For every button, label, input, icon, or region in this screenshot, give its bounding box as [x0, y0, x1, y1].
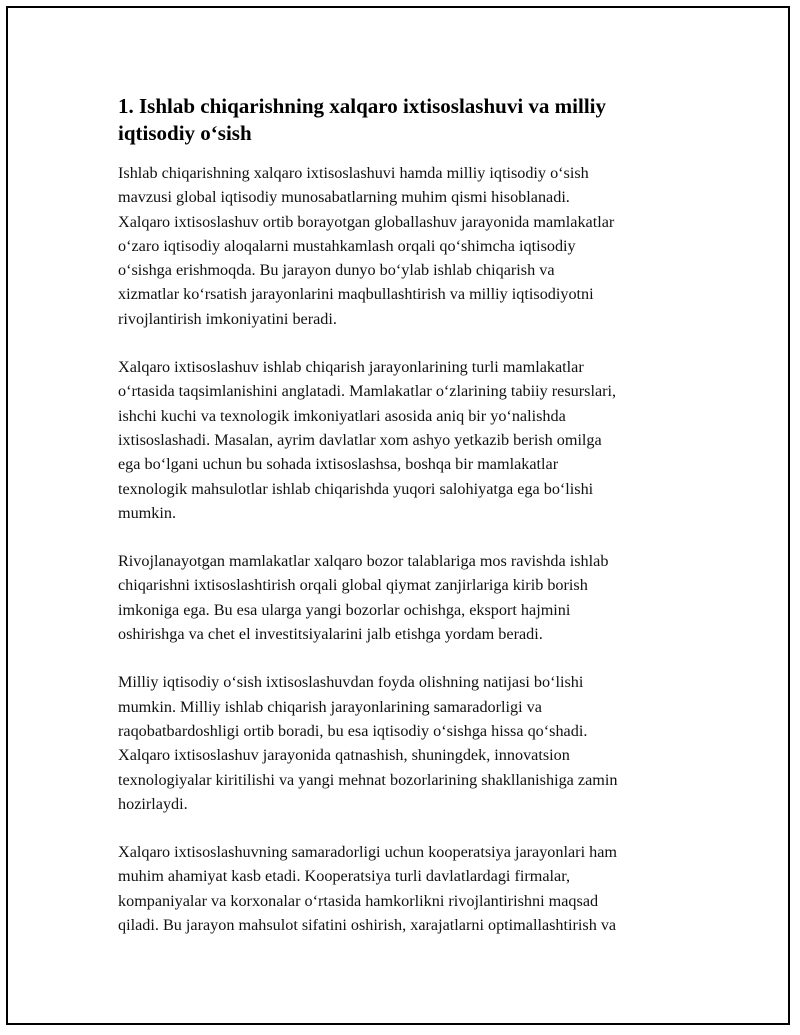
text-line: muhim ahamiyat kasb etadi. Kooperatsiya turli davlatlardagi firmalar,: [118, 867, 571, 886]
text-line: texnologiyalar kiritilishi va yangi mehnat bozorlarining shakllanishiga zamin: [118, 770, 618, 789]
text-line: qiladi. Bu jarayon mahsulot sifatini oshirish, xarajatlarni optimallashtirish va: [118, 916, 617, 935]
paragraph: [118, 355, 698, 525]
heading-line: iqtisodiy o‘sish: [118, 121, 252, 145]
text-line: Ishlab chiqarishning xalqaro ixtisoslashuvi hamda milliy iqtisodiy o‘sish: [118, 164, 589, 182]
text-line: ega bo‘lgani uchun bu sohada ixtisoslashsa, boshqa bir mamlakatlar: [118, 455, 559, 474]
text-line: mumkin.: [118, 503, 177, 522]
text-line: Milliy iqtisodiy o‘sish ixtisoslashuvdan foyda olishning natijasi bo‘lishi: [118, 673, 584, 692]
text-line: o‘rtasida taqsimlanishini anglatadi. Mamlakatlar o‘zlarining tabiiy resurslari,: [118, 382, 617, 401]
text-line: texnologik mahsulotlar ishlab chiqarishda yuqori salohiyatga ega bo‘lishi: [118, 479, 594, 498]
text-line: Rivojlanayotgan mamlakatlar xalqaro bozor talablariga mos ravishda ishlab: [118, 552, 609, 571]
text-line: ishchi kuchi va texnologik imkoniyatlari asosida aniq bir yo‘nalishda: [118, 406, 566, 425]
text-line: Xalqaro ixtisoslashuv jarayonida qatnashish, shuningdek, innovatsion: [118, 746, 570, 765]
paragraph: [118, 670, 698, 816]
text-line: mumkin. Milliy ishlab chiqarish jarayonlarining samaradorligi va: [118, 697, 542, 716]
text-line: raqobatbardoshligi ortib boradi, bu esa iqtisodiy o‘sishga hissa qo‘shadi.: [118, 721, 588, 740]
text-line: rivojlantirish imkoniyatini beradi.: [118, 309, 337, 328]
text-line: hozirlaydi.: [118, 794, 188, 813]
text-line: ixtisoslashadi. Masalan, ayrim davlatlar xom ashyo yetkazib berish omilga: [118, 430, 602, 449]
paragraph: [118, 161, 698, 331]
text-line: Xalqaro ixtisoslashuvning samaradorligi uchun kooperatsiya jarayonlari ham: [118, 843, 617, 862]
paragraph: [118, 840, 698, 937]
text-line: xizmatlar ko‘rsatish jarayonlarini maqbullashtirish va milliy iqtisodiyotni: [118, 285, 594, 304]
paragraph: [118, 549, 698, 646]
text-line: Xalqaro ixtisoslashuv ortib borayotgan globallashuv jarayonida mamlakatlar: [118, 212, 615, 231]
text-line: chiqarishni ixtisoslashtirish orqali global qiymat zanjirlariga kirib borish: [118, 576, 588, 595]
document-body: [118, 93, 698, 961]
section-heading: [118, 93, 698, 147]
text-line: imkoniga ega. Bu esa ularga yangi bozorlar ochishga, eksport hajmini: [118, 600, 571, 619]
text-line: Xalqaro ixtisoslashuv ishlab chiqarish jarayonlarining turli mamlakatlar: [118, 358, 584, 377]
text-line: oshirishga va chet el investitsiyalarini jalb etishga yordam beradi.: [118, 625, 543, 644]
text-line: kompaniyalar va korxonalar o‘rtasida hamkorlikni rivojlantirishni maqsad: [118, 891, 599, 910]
text-line: o‘sishga erishmoqda. Bu jarayon dunyo bo‘ylab ishlab chiqarish va: [118, 261, 555, 280]
heading-line: 1. Ishlab chiqarishning xalqaro ixtisoslashuvi va milliy: [118, 94, 606, 118]
text-line: mavzusi global iqtisodiy munosabatlarning muhim qismi hisoblanadi.: [118, 188, 570, 207]
text-line: o‘zaro iqtisodiy aloqalarni mustahkamlash orqali qo‘shimcha iqtisodiy: [118, 236, 576, 255]
